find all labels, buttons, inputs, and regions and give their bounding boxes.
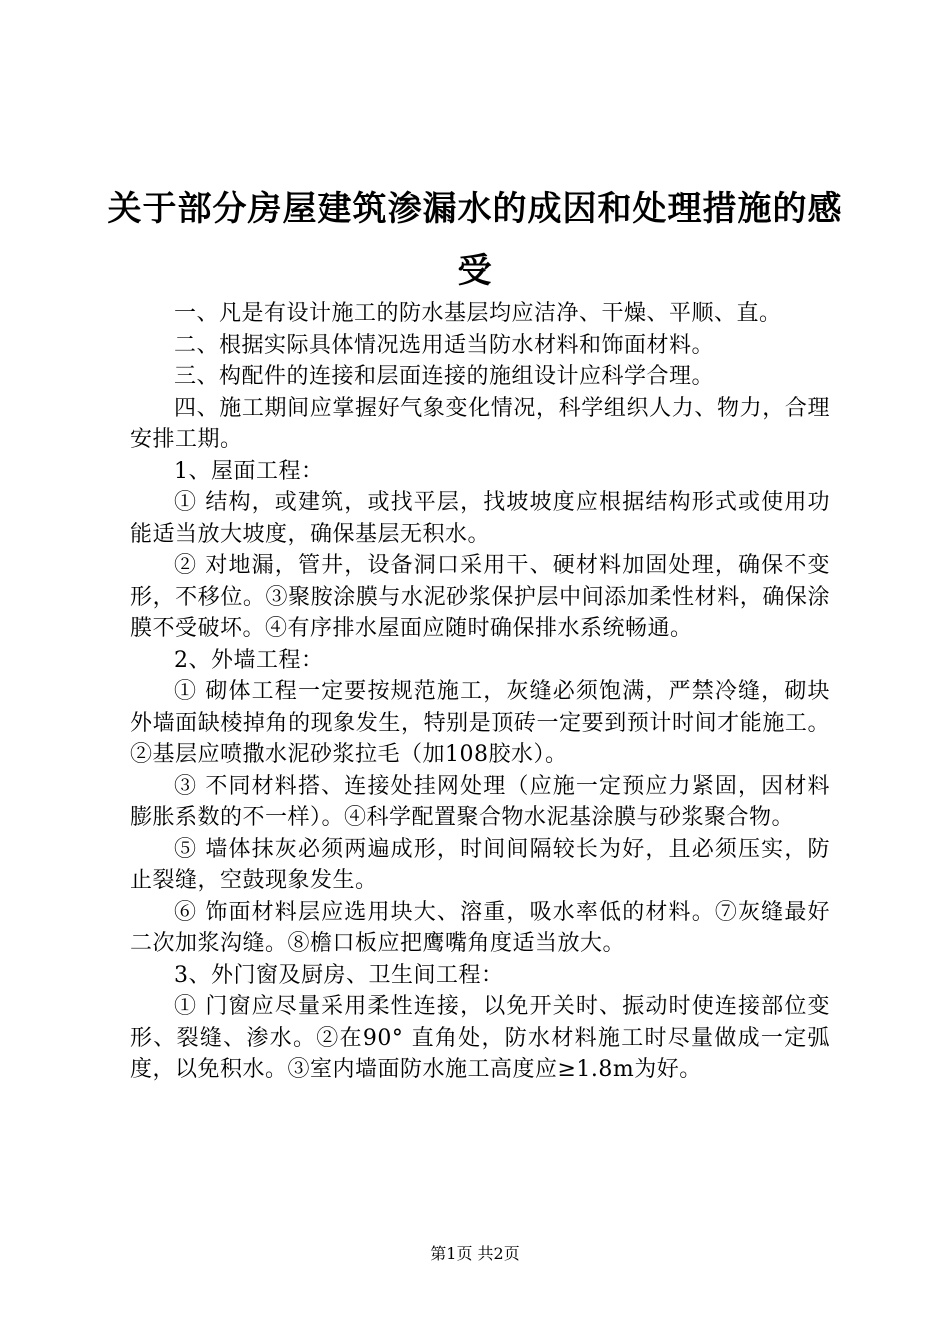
paragraph: 四、施工期间应掌握好气象变化情况，科学组织人力、物力，合理安排工期。 <box>130 395 830 452</box>
paragraph: ③ 不同材料搭、连接处挂网处理（应施一定预应力紧固，因材料膨胀系数的不一样）。④科学配置聚合物水泥基涂膜与砂浆聚合物。 <box>130 773 830 830</box>
section-heading: 2、外墙工程： <box>174 647 324 673</box>
document-title: 关于部分房屋建筑渗漏水的成因和处理措施的感受 <box>107 189 843 291</box>
section-heading: 1、屋面工程： <box>174 458 324 484</box>
document-body <box>130 298 830 1086</box>
paragraph: ⑤ 墙体抹灰必须两遍成形，时间间隔较长为好，且必须压实，防止裂缝，空鼓现象发生。 <box>130 836 830 893</box>
paragraph: ① 结构，或建筑，或找平层，找坡坡度应根据结构形式或使用功能适当放大坡度，确保基层无积水。 <box>130 490 830 547</box>
paragraph: ① 门窗应尽量采用柔性连接，以免开关时、振动时使连接部位变形、裂缝、渗水。②在90° 直角处，防水材料施工时尽量做成一定弧度，以免积水。③室内墙面防水施工高度应≥1.8m为好。 <box>130 994 830 1082</box>
page-footer: 第1页 共2页 <box>430 1244 520 1263</box>
paragraph: ⑥ 饰面材料层应选用块大、溶重，吸水率低的材料。⑦灰缝最好二次加浆沟缝。⑧檐口板应把鹰嘴角度适当放大。 <box>130 899 830 956</box>
paragraph: 三、构配件的连接和层面连接的施组设计应科学合理。 <box>174 364 715 389</box>
paragraph: ② 对地漏，管井，设备洞口采用干、硬材料加固处理，确保不变形，不移位。③聚胺涂膜与水泥砂浆保护层中间添加柔性材料，确保涂膜不受破坏。④有序排水屋面应随时确保排水系统畅通。 <box>130 553 830 641</box>
paragraph: 一、凡是有设计施工的防水基层均应洁净、干燥、平顺、直。 <box>174 301 782 326</box>
paragraph: 二、根据实际具体情况选用适当防水材料和饰面材料。 <box>174 332 715 358</box>
paragraph: ① 砌体工程一定要按规范施工，灰缝必须饱满，严禁冷缝，砌块外墙面缺棱掉角的现象发生，特别是顶砖一定要到预计时间才能施工。②基层应喷撒水泥砂浆拉毛（加108胶水）。 <box>130 679 830 767</box>
section-heading: 3、外门窗及厨房、卫生间工程： <box>174 962 504 988</box>
